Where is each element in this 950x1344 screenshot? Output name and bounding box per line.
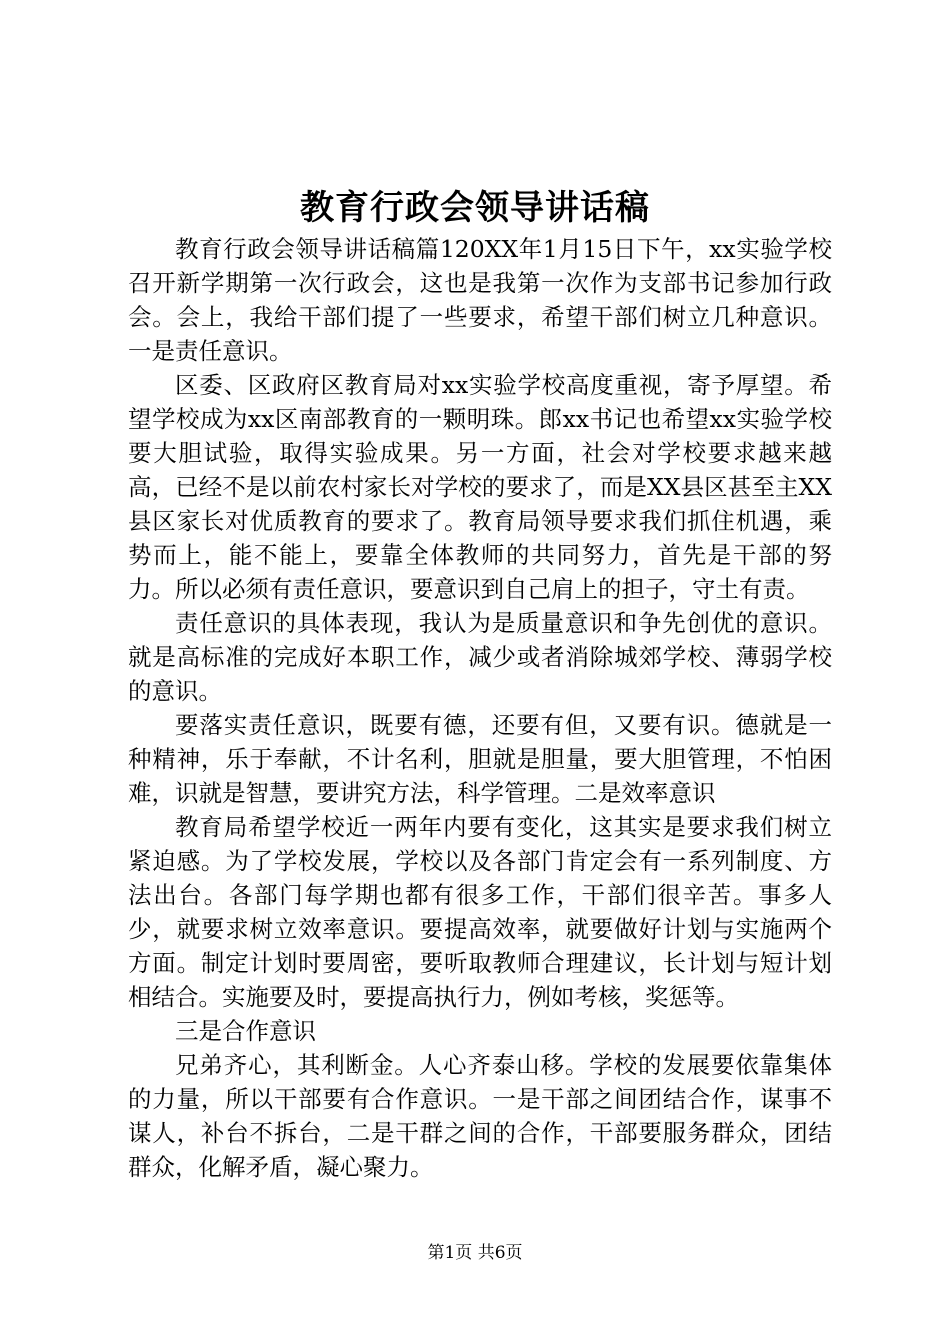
paragraph: 区委、区政府区教育局对xx实验学校高度重视，寄予厚望。希望学校成为xx区南部教育的一颗明珠。郎xx书记也希望xx实验学校要大胆试验，取得实验成果。另一方面，社会对学校要求越来越高，已经不是以前农村家长对学校的要求了，而是XX县区甚至主XX县区家长对优质教育的要求了。教育局领导要求我们抓住机遇，乘势而上，能不能上，要靠全体教师的共同努力，首先是干部的努力。所以必须有责任意识，要意识到自己肩上的担子，守土有责。 <box>128 371 832 603</box>
page-number-footer: 第1页 共6页 <box>427 1243 523 1263</box>
paragraph: 教育局希望学校近一两年内要有变化，这其实是要求我们树立紧迫感。为了学校发展，学校以及各部门肯定会有一系列制度、方法出台。各部门每学期也都有很多工作，干部们很辛苦。事多人少，就要求树立效率意识。要提高效率，就要做好计划与实施两个方面。制定计划时要周密，要听取教师合理建议，长计划与短计划相结合。实施要及时，要提高执行力，例如考核，奖惩等。 <box>128 813 832 1011</box>
paragraph: 兄弟齐心，其利断金。人心齐泰山移。学校的发展要依靠集体的力量，所以干部要有合作意识。一是干部之间团结合作，谋事不谋人，补台不拆台，二是干群之间的合作，干部要服务群众，团结群众，化解矛盾，凝心聚力。 <box>128 1051 832 1181</box>
document-body <box>128 232 832 1184</box>
paragraph: 责任意识的具体表现，我认为是质量意识和争先创优的意识。就是高标准的完成好本职工作，减少或者消除城郊学校、薄弱学校的意识。 <box>128 609 832 705</box>
document-title: 教育行政会领导讲话稿 <box>300 188 650 228</box>
section-heading: 三是合作意识 <box>175 1017 316 1045</box>
paragraph: 教育行政会领导讲话稿篇120XX年1月15日下午，xx实验学校召开新学期第一次行政会，这也是我第一次作为支部书记参加行政会。会上，我给干部们提了一些要求，希望干部们树立几种意识。一是责任意识。 <box>128 235 832 365</box>
paragraph: 要落实责任意识，既要有德，还要有但，又要有识。德就是一种精神，乐于奉献，不计名利，胆就是胆量，要大胆管理，不怕困难，识就是智慧，要讲究方法，科学管理。二是效率意识 <box>128 711 832 807</box>
